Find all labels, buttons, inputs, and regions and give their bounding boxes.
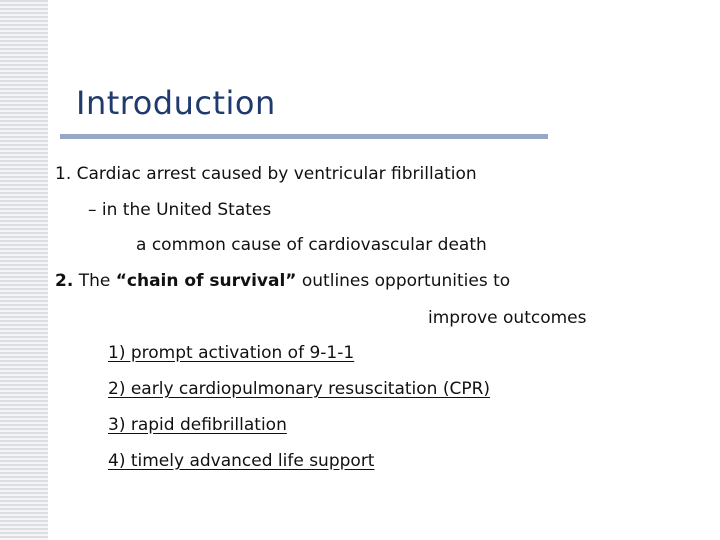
point-1-sub-continuation: a common cause of cardiovascular death <box>136 235 487 255</box>
point-2-the: The <box>78 271 111 291</box>
point-1-sub-dash: – <box>88 200 97 220</box>
sidebar-decoration <box>0 0 48 540</box>
point-1-text: Cardiac arrest caused by ventricular fibrillation <box>76 164 477 184</box>
point-1 <box>55 163 477 185</box>
step-3: 3) rapid defibrillation <box>108 415 287 435</box>
title-underline-rule <box>60 134 548 139</box>
point-1-sub-text: in the United States <box>101 200 272 220</box>
point-2-continuation: improve outcomes <box>428 308 587 328</box>
point-2-label: 2. <box>55 271 74 291</box>
step-4: 4) timely advanced life support <box>108 451 375 471</box>
point-2-highlight: “chain of survival” <box>115 271 297 291</box>
step-1: 1) prompt activation of 9-1-1 <box>108 343 355 363</box>
point-1-label: 1. <box>55 164 72 184</box>
step-2: 2) early cardiopulmonary resuscitation (CPR) <box>108 379 491 399</box>
point-2 <box>55 270 510 292</box>
point-1-subitem <box>88 199 271 221</box>
point-2-rest: outlines opportunities to <box>301 271 511 291</box>
slide-title: Introduction <box>76 84 276 122</box>
